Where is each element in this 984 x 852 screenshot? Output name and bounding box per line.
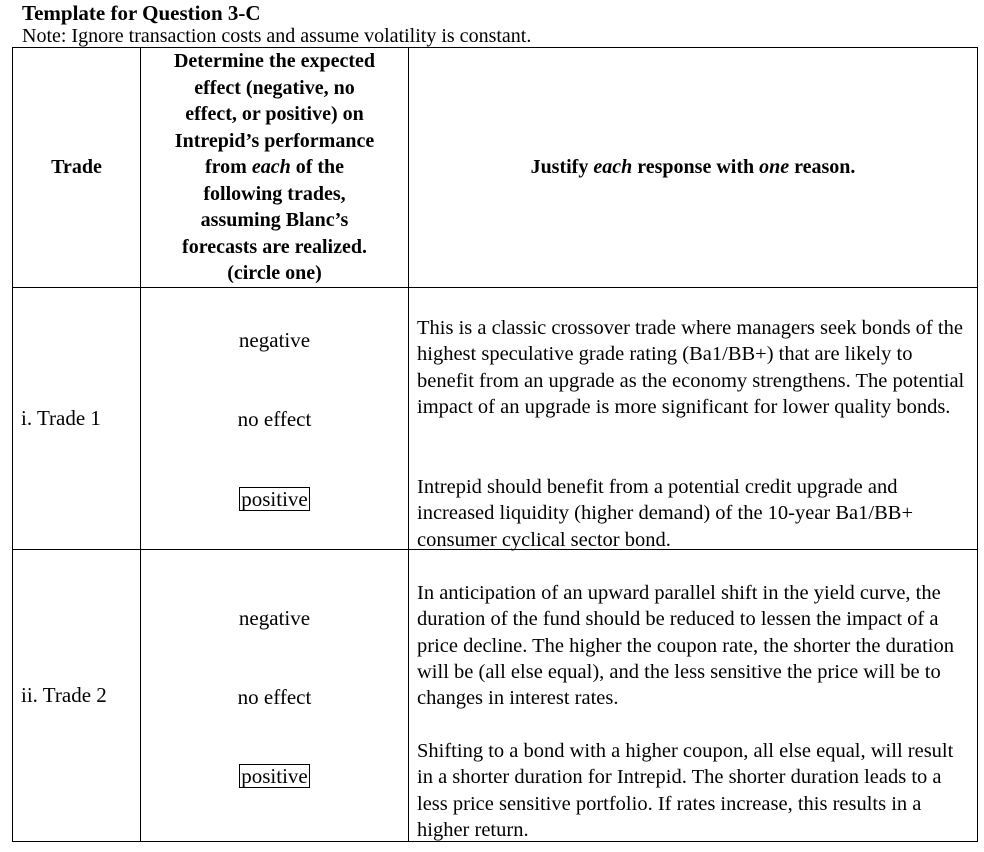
header-effect-line: following trades, <box>203 182 346 205</box>
header-effect-line: assuming Blanc’s <box>200 209 349 232</box>
option-positive-circled: positive <box>241 487 308 511</box>
header-justify-emphasis: each <box>593 156 633 179</box>
header-effect-line: effect, or positive) on <box>185 103 364 126</box>
header-row <box>13 48 978 288</box>
header-trade-label: Trade <box>51 156 102 179</box>
header-effect-line: forecasts are realized. <box>182 235 367 258</box>
header-justify-fragment: Justify <box>530 156 594 179</box>
template-title: Template for Question 3-C <box>22 1 261 25</box>
header-effect-line: Intrepid’s performance <box>174 129 375 152</box>
trade-1-justification <box>409 288 978 550</box>
header-effect-line: (circle one) <box>227 262 322 285</box>
header-effect-line <box>141 154 408 181</box>
option-no-effect[interactable] <box>141 407 408 431</box>
trade-row-2 <box>13 550 978 842</box>
trade-1-label: i. Trade 1 <box>13 288 141 550</box>
answer-template-table <box>12 47 978 842</box>
header-justify-emphasis: one <box>759 156 790 179</box>
option-positive[interactable] <box>141 764 408 788</box>
trade-2-label: ii. Trade 2 <box>13 550 141 842</box>
trade-row-1 <box>13 288 978 550</box>
option-no-effect[interactable] <box>141 685 408 709</box>
option-negative-label: negative <box>238 328 311 352</box>
option-negative[interactable] <box>141 606 408 630</box>
trade-1-reason-2: Intrepid should benefit from a potential credit upgrade and increased liquidity (higher demand) of the 10-year Ba1/BB+ consumer cyclical sector bond. <box>417 476 914 551</box>
trade-2-effect-options <box>141 550 409 842</box>
trade-1-reason-1: This is a classic crossover trade where managers seek bonds of the highest speculative grade rating (Ba1/BB+) that are likely to benefit from an upgrade as the economy strengthens. The potential impact of an upgrade is more significant for lower quality bonds. <box>417 317 965 418</box>
header-effect-fragment: of the <box>290 156 345 179</box>
header-justify-fragment: response with <box>632 156 760 179</box>
header-effect-line: Determine the expected <box>173 50 376 73</box>
option-no-effect-label: no effect <box>237 407 312 431</box>
header-effect-fragment: from <box>204 156 252 179</box>
template-note: Note: Ignore transaction costs and assume volatility is constant. <box>22 25 532 47</box>
option-negative-label: negative <box>238 606 311 630</box>
option-negative[interactable] <box>141 328 408 352</box>
trade-1-effect-options <box>141 288 409 550</box>
header-trade <box>13 48 141 288</box>
option-positive-circled: positive <box>241 764 308 788</box>
header-effect-line: effect (negative, no <box>194 76 355 99</box>
option-positive[interactable] <box>141 487 408 511</box>
trade-2-reason-2: Shifting to a bond with a higher coupon, all else equal, will result in a shorter duration for Intrepid. The shorter duration leads to a less price sensitive portfolio. If rates increase, this results in a higher return. <box>417 740 954 841</box>
header-justify-fragment: reason. <box>789 156 856 179</box>
trade-2-justification <box>409 550 978 842</box>
header-justify <box>409 48 978 288</box>
header-effect <box>141 48 409 288</box>
option-no-effect-label: no effect <box>237 685 312 709</box>
trade-2-reason-1: In anticipation of an upward parallel shift in the yield curve, the duration of the fund should be reduced to lessen the impact of a price decline. The higher the coupon rate, the shorter the duration will be (all else equal), and the less sensitive the price will be to changes in interest rates. <box>417 582 954 710</box>
header-effect-emphasis: each <box>251 156 291 179</box>
